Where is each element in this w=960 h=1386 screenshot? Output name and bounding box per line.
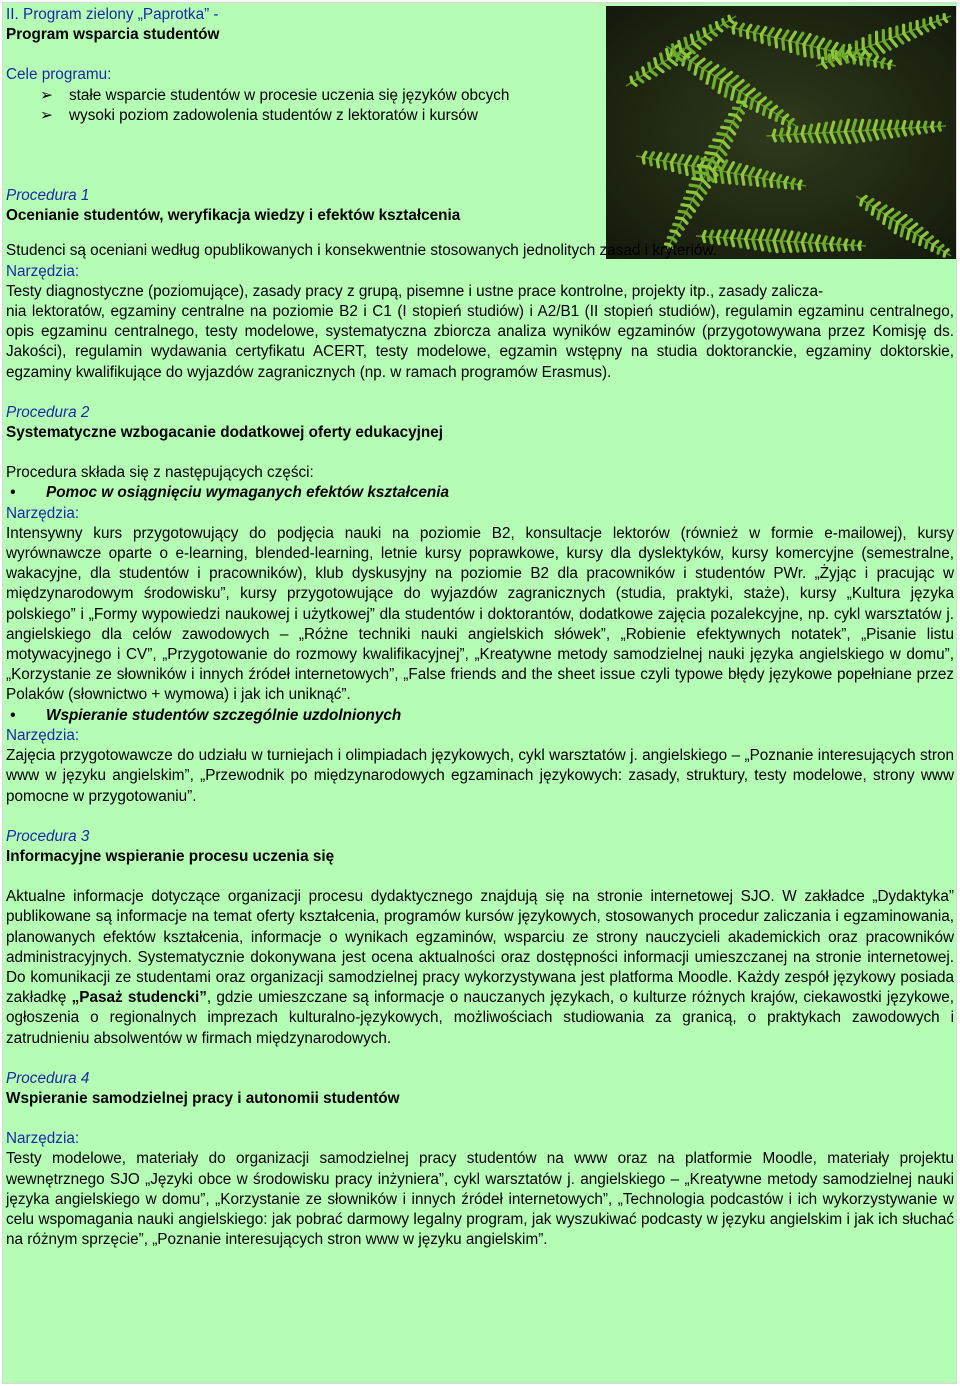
goals-heading: Cele programu:: [6, 66, 112, 84]
procedure-2-part-text: Intensywny kurs przygotowujący do podjęcia nauki na poziomie B2, konsultacje lektorów (również w formie e-mailowej), kursy wyrównawcze oparte o e-learning, blended-learning, letnie kursy poprawkowe, kursy dla dyslektyków, kursy komercyjne (semestralne, wakacyjne, dla studentów i pracowników), klub dyskusyjny na poziomie B2 dla pracowników i studentów PWr. „Żyjąc i pracując w międzynarodowym środowisku”, kursy przygotowujące do wyjazdów zagranicznych (studia, praktyki, staże), kursy „Kultura języka polskiego” i „Formy wypowiedzi naukowej i użytkowej” dla studentów i doktorantów, dodatkowe zajęcia pozalekcyjne, np. cykl warsztatów j. angielskiego dla celów zawodowych – „Różne techniki nauki angielskich słówek”, „Robienie efektywnych notatek”, „Pisanie listu motywacyjnego i CV”, „Przygotowanie do rozmowy kwalifikacyjnej”, „Kreatywne metody samodzielnej nauki języka angielskiego w domu”, „Korzystanie ze słowników i innych źródeł internetowych”, „False friends and the sheet issue czyli typowe błędy językowe popełniane przez Polaków (słownictwo + wymowa) i jak ich uniknąć”.: [6, 524, 954, 704]
procedure-1-tools-first: Testy diagnostyczne (poziomujące), zasady pracy z grupą, pisemne i ustne prace kontrolne, projekty itp., zasady zalicza-: [6, 282, 824, 300]
procedure-4-title: Wspieranie samodzielnej pracy i autonomii studentów: [6, 1089, 400, 1107]
procedure-2-title: Systematyczne wzbogacanie dodatkowej oferty edukacyjnej: [6, 424, 443, 442]
procedure-2-part-title: • Wspieranie studentów szczególnie uzdolnionych: [6, 706, 954, 726]
header-line2: Program wsparcia studentów: [6, 26, 220, 44]
bullet-icon: •: [10, 484, 16, 502]
procedure-1-title: Ocenianie studentów, weryfikacja wiedzy i efektów kształcenia: [6, 207, 461, 225]
procedure-3-text: Aktualne informacje dotyczące organizacji procesu dydaktycznego znajdują się na stronie internetowej SJO. W zakładce „Dydaktyka” publikowane są informacje na temat oferty kształcenia, programów kursów językowych, stosowanych procedur zaliczania i egzaminowania, planowanych efektów kształcenia, informacje o wynikach egzaminów, wsparciu ze strony nauczycieli akademickich oraz pracowników administracyjnych. Systematycznie dokonywana jest ocena aktualności oraz dostępności informacji umieszczanej na stronie internetowej. Do komunikacji ze studentami oraz organizacji samodzielnej pracy wykorzystywana jest platforma Moodle. Każdy zespół językowy posiada zakładkę „Pasaż studencki”, gdzie umieszczane są informacje o nauczanych językach, o kulturze różnych krajów, ciekawostki językowe, ogłoszenia o regionalnych imprezach kulturalno-językowych, możliwościach studiowania za granicą, o praktykach zawodowych i zatrudnieniu absolwentów w firmach międzynarodowych.: [6, 888, 954, 1047]
procedure-4-label: Procedura 4: [6, 1069, 90, 1087]
bullet-icon: •: [10, 706, 16, 724]
arrow-bullet-icon: ➢: [40, 106, 53, 124]
procedure-1-tools-text: nia lektoratów, egzaminy centralne na poziomie B2 i C1 (I stopień studiów) i A2/B1 (II stopień studiów), regulamin egzaminu centralnego, opis egzaminu centralnego, testy modelowe, systematyczna zbiorcza analiza wyników egzaminów (przygotowywana przez Komisję ds. Jakości), regulamin wydawania certyfikatu ACERT, testy modelowe, egzamin wstępny na studia doktoranckie, egzaminy doktorskie, egzaminy kwalifikujące do wyjazdów zagranicznych (np. w ramach programów Erasmus).: [6, 303, 954, 381]
procedure-2-part-title: • Pomoc w osiągnięciu wymaganych efektów kształcenia: [6, 483, 954, 503]
header-line1: II. Program zielony „Paprotka” -: [6, 6, 219, 23]
document-page: [2, 2, 957, 1384]
procedure-1-intro: Studenci są oceniani według opublikowanych i konsekwentnie stosowanych jednolitych zasad i kryteriów.: [6, 242, 717, 260]
goal-item: ➢ stałe wsparcie studentów w procesie uczenia się języków obcych: [6, 86, 954, 106]
procedure-2-part-tools-label: Narzędzia:: [6, 726, 80, 744]
procedure-1-tools-label: Narzędzia:: [6, 262, 80, 280]
procedure-2-part-text: Zajęcia przygotowawcze do udziału w turniejach i olimpiadach językowych, cykl warsztatów j. angielskiego – „Poznanie interesujących stron www w języku angielskim”, „Przewodnik po międzynarodowych egzaminach językowych: zasady, struktury, testy modelowe, strony www pomocne w przygotowaniu”.: [6, 747, 954, 805]
procedure-2-intro: Procedura składa się z następujących części:: [6, 464, 314, 482]
pasaz-studencki-link-text: „Pasaż studencki”: [71, 989, 207, 1007]
goal-item: ➢ wysoki poziom zadowolenia studentów z lektoratów i kursów: [6, 106, 954, 126]
procedure-3-title: Informacyjne wspieranie procesu uczenia się: [6, 847, 335, 865]
procedure-4-text: Testy modelowe, materiały do organizacji samodzielnej pracy studentów na www oraz na platformie Moodle, materiały projektu wewnętrznego SJO „Języki obce w środowisku pracy inżyniera”, cykl warsztatów j. angielskiego – „Kreatywne metody samodzielnej nauki języka angielskiego w domu”, „Korzystanie ze słowników i innych źródeł internetowych”, „Technologia podcastów i ich wykorzystywanie w celu wspomagania nauki angielskiego: jak pobrać darmowy legalny program, jak wyszukiwać podcasty w języku angielskim i jak ich słuchać na różnym sprzęcie”, „Poznanie interesujących stron www w języku angielskim”.: [6, 1150, 954, 1249]
procedure-1-label: Procedura 1: [6, 187, 90, 205]
arrow-bullet-icon: ➢: [40, 86, 53, 104]
procedure-2-label: Procedura 2: [6, 403, 90, 421]
document-body: [6, 5, 954, 1250]
procedure-4-tools-label: Narzędzia:: [6, 1130, 80, 1148]
procedure-2-part-tools-label: Narzędzia:: [6, 504, 80, 522]
procedure-3-label: Procedura 3: [6, 827, 90, 845]
